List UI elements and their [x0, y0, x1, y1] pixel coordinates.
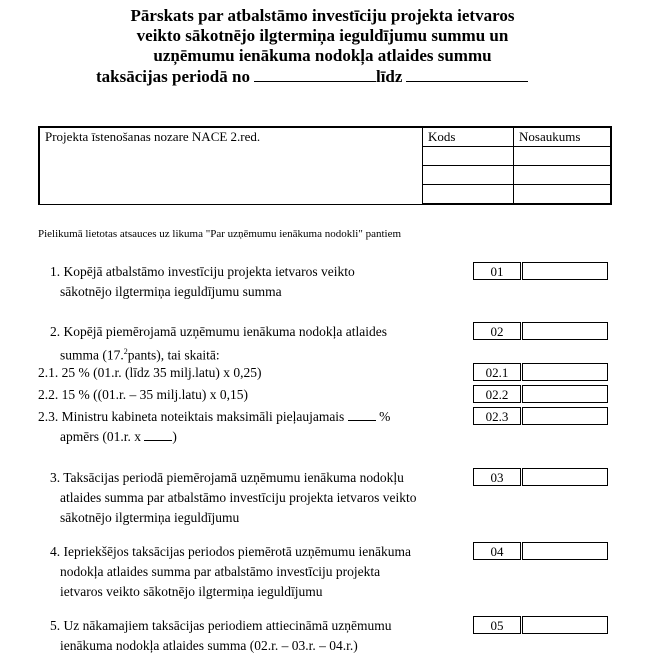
code-02-2: 02.2	[473, 385, 521, 403]
code-02: 02	[473, 322, 521, 340]
report-title	[0, 6, 645, 66]
title-line-3: uzņēmumu ienākuma nodokļa atlaides summu	[153, 46, 492, 65]
code-03: 03	[473, 468, 521, 486]
item-2-line-1: 2. Kopējā piemērojamā uzņēmumu ienākuma nodokļa atlaides	[50, 324, 388, 339]
item-3-line-3: sākotnējo ilgtermiņa ieguldījumu	[60, 510, 240, 525]
value-02-1-field[interactable]	[522, 363, 608, 381]
value-01-field[interactable]	[522, 262, 608, 280]
code-02-1: 02.1	[473, 363, 521, 381]
item-5-line-2: ienākuma nodokļa atlaides summa (02.r. – 03.r. – 04.r.)	[60, 638, 358, 653]
item-3	[50, 468, 475, 528]
item-4-line-3: ietvaros veikto sākotnējo ilgtermiņa ieguldījumu	[60, 584, 323, 599]
code-04: 04	[473, 542, 521, 560]
nace-code-cell[interactable]	[423, 147, 514, 166]
period-to-label: līdz	[375, 67, 403, 86]
nace-code-cell[interactable]	[423, 185, 514, 205]
nace-table	[38, 126, 612, 205]
value-02-field[interactable]	[522, 322, 608, 340]
nace-name-cell[interactable]	[514, 185, 612, 205]
title-line-1: Pārskats par atbalstāmo investīciju projekta ietvaros	[130, 6, 515, 25]
item-2-line-2: summa (17.$^2$pants), tai skaitā:	[60, 347, 220, 363]
nace-label: Projekta īstenošanas nozare NACE 2.red.	[39, 127, 423, 204]
period-from-field[interactable]	[254, 66, 376, 82]
value-02-2-field[interactable]	[522, 385, 608, 403]
item-4-line-1: 4. Iepriekšējos taksācijas periodos piemērotā uzņēmumu ienākuma	[50, 544, 412, 559]
period-to-field[interactable]	[406, 66, 528, 82]
law-reference-note: Pielikumā lietotas atsauces uz likuma "Par uzņēmumu ienākuma nodokli" pantiem	[38, 228, 402, 240]
value-04-field[interactable]	[522, 542, 608, 560]
item-1-line-2: sākotnējo ilgtermiņa ieguldījumu summa	[60, 284, 282, 299]
value-05-field[interactable]	[522, 616, 608, 634]
item-3-line-2: atlaides summa par atbalstāmo investīciju projekta ietvaros veikto	[60, 490, 417, 505]
code-02-3: 02.3	[473, 407, 521, 425]
item-4-line-2: nodokļa atlaides summa par atbalstāmo investīciju projekta	[60, 564, 381, 579]
code-01: 01	[473, 262, 521, 280]
title-line-2: veikto sākotnējo ilgtermiņa ieguldījumu summu un	[136, 26, 509, 45]
item-2-1: 2.1. 25 % (01.r. (līdz 35 milj.latu) x 0,25)	[38, 365, 262, 380]
item-5	[50, 616, 475, 656]
nace-name-cell[interactable]	[514, 147, 612, 166]
code-05: 05	[473, 616, 521, 634]
item-2-3-line-2: apmērs (01.r. x )	[60, 429, 177, 444]
value-02-3-field[interactable]	[522, 407, 608, 425]
nace-name-cell[interactable]	[514, 166, 612, 185]
value-03-field[interactable]	[522, 468, 608, 486]
item-2-3-line-1: 2.3. Ministru kabineta noteiktais maksimāli pieļaujamais %	[38, 409, 391, 424]
item-2-3	[38, 407, 468, 447]
item-1	[50, 262, 470, 302]
nace-col-name: Nosaukums	[514, 127, 612, 147]
item-1-line-1: 1. Kopējā atbalstāmo investīciju projekta ietvaros veikto	[50, 264, 355, 279]
nace-code-cell[interactable]	[423, 166, 514, 185]
item-2-2: 2.2. 15 % ((01.r. – 35 milj.latu) x 0,15)	[38, 387, 248, 402]
item-4	[50, 542, 475, 602]
item-2	[50, 322, 470, 366]
period-line	[96, 66, 528, 87]
item-3-line-1: 3. Taksācijas periodā piemērojamā uzņēmumu ienākuma nodokļu	[50, 470, 404, 485]
item-5-line-1: 5. Uz nākamajiem taksācijas periodiem attiecināmā uzņēmumu	[50, 618, 392, 633]
nace-col-code: Kods	[423, 127, 514, 147]
period-from-label: taksācijas periodā no	[96, 67, 250, 86]
